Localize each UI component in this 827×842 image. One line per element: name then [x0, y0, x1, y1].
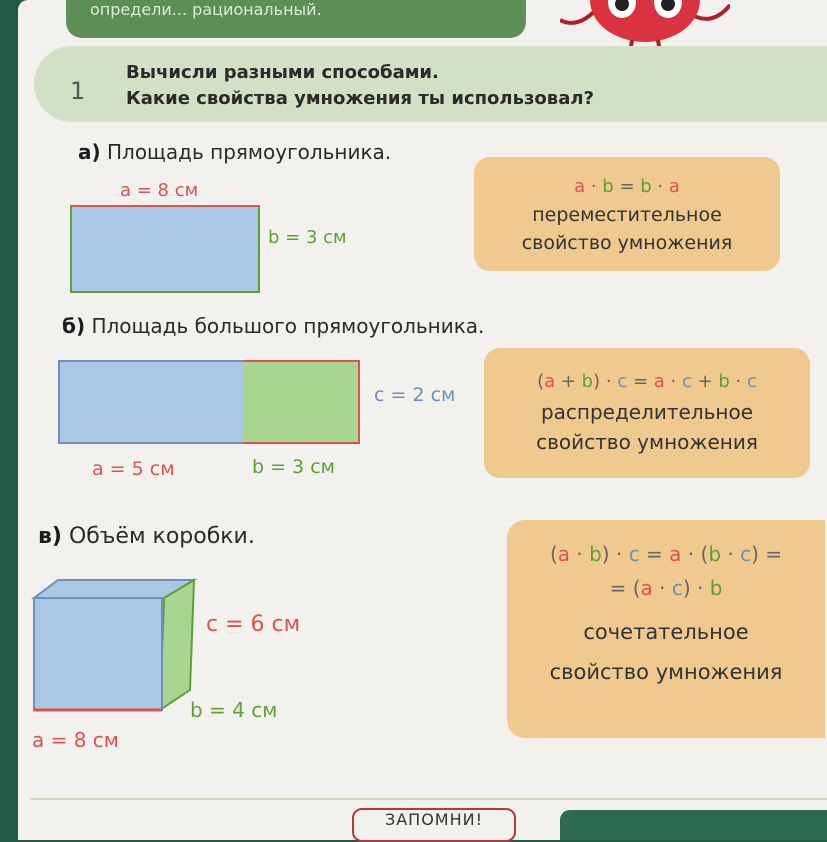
formula-paren: ( [537, 371, 545, 392]
part-b-formula [484, 368, 810, 396]
formula-b: b [581, 371, 594, 392]
formula-c: c [671, 576, 683, 600]
formula-b: b [602, 176, 614, 197]
task-number: 1 [70, 77, 86, 105]
part-c-property-desc: свойство умножения [549, 660, 783, 684]
formula-eq: = [613, 176, 641, 197]
formula-dot: · [609, 542, 629, 566]
part-b-label-c: c = 2 см [374, 384, 456, 406]
box-3d-illustration [28, 578, 198, 718]
formula-eq: = [609, 576, 633, 600]
part-c-title: Объём коробки. [61, 524, 255, 549]
formula-b: b [708, 542, 722, 566]
formula-paren: ( [549, 542, 558, 566]
formula-a: a [544, 371, 556, 392]
part-c-property-name: сочетательное [583, 620, 749, 644]
part-a-property-name: переместительное [532, 204, 722, 226]
top-banner-text: определи... рациональный. [90, 0, 322, 19]
formula-c: c [681, 371, 692, 392]
rectangle-b-green [244, 360, 360, 444]
formula-c: c [740, 542, 752, 566]
top-banner [66, 0, 526, 38]
formula-dot: · [664, 371, 682, 392]
part-c-heading [38, 524, 255, 549]
formula-a: a [574, 176, 586, 197]
part-c-letter: в) [38, 524, 62, 549]
formula-dot: · [681, 542, 701, 566]
part-a-heading [78, 140, 391, 164]
formula-paren: ( [632, 576, 641, 600]
part-b-property-name: распределительное [540, 400, 754, 424]
part-c-formula-line2 [507, 570, 825, 606]
formula-b: b [718, 371, 730, 392]
formula-paren: ) [682, 576, 691, 600]
formula-eq: = [627, 371, 654, 392]
formula-eq: = [758, 542, 783, 566]
part-c-formula-line1 [507, 538, 825, 570]
part-b-property-desc: свойство умножения [536, 430, 758, 454]
formula-paren: ) [751, 542, 759, 566]
formula-paren: ) [593, 371, 601, 392]
part-c-label-c: c = 6 см [206, 612, 301, 637]
formula-dot: · [585, 176, 603, 197]
part-b-label-a: a = 5 см [92, 458, 175, 480]
part-b-heading [62, 314, 484, 338]
formula-a: a [653, 371, 665, 392]
section-divider [30, 798, 827, 800]
formula-paren: ) [601, 542, 610, 566]
formula-plus: + [555, 371, 582, 392]
bottom-green-bar [560, 810, 827, 840]
formula-plus: + [691, 371, 719, 392]
part-c-label-a: a = 8 см [32, 728, 119, 752]
part-b-property-box [484, 348, 810, 478]
part-a-letter: а) [78, 140, 101, 164]
task-header-band [34, 46, 827, 122]
formula-dot: · [600, 371, 618, 392]
formula-dot: · [729, 371, 747, 392]
formula-dot: · [721, 542, 741, 566]
formula-a: a [640, 576, 653, 600]
formula-c: c [628, 542, 640, 566]
formula-dot: · [570, 542, 590, 566]
rectangle-a [70, 205, 260, 293]
part-c-label-b: b = 4 см [190, 698, 278, 722]
part-b-label-b: b = 3 см [252, 456, 335, 478]
part-a-formula [474, 173, 780, 201]
formula-a: a [669, 542, 682, 566]
formula-a: a [668, 176, 680, 197]
formula-dot: · [651, 176, 669, 197]
part-a-property-desc: свойство умножения [521, 232, 733, 254]
formula-b: b [589, 542, 602, 566]
formula-paren: ( [700, 542, 709, 566]
part-a-label-a: a = 8 см [120, 180, 199, 201]
formula-b: b [640, 176, 652, 197]
rectangle-b-blue [58, 360, 246, 444]
part-a-label-b: b = 3 см [268, 227, 347, 248]
formula-eq: = [639, 542, 670, 566]
formula-dot: · [652, 576, 672, 600]
formula-b: b [709, 576, 723, 600]
formula-c: c [747, 371, 757, 392]
formula-a: a [557, 542, 571, 566]
part-a-property-box [474, 157, 780, 271]
task-instruction: Вычисли разными способами. [126, 62, 439, 83]
task-question: Какие свойства умножения ты использовал? [126, 88, 594, 109]
part-a-title: Площадь прямоугольника. [100, 140, 392, 164]
remember-badge: ЗАПОМНИ! [352, 808, 516, 842]
formula-dot: · [690, 576, 710, 600]
formula-c: c [617, 371, 628, 392]
part-b-title: Площадь большого прямоугольника. [85, 314, 485, 338]
part-c-property-box [507, 520, 825, 738]
part-b-letter: б) [62, 314, 86, 338]
